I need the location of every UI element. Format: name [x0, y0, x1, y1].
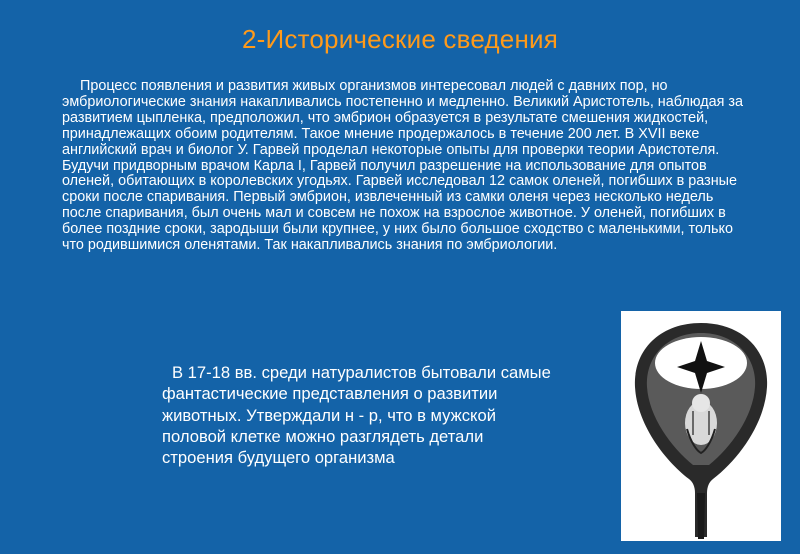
slide-title: 2-Исторические сведения [241, 24, 559, 54]
main-paragraph: Процесс появления и развития живых организмов интересовал людей с давних пор, но эмбриологические знания накапливались постепенно и медленно. Великий Аристотель, наблюдая за развитием цыпленка, предположил, что эмбрион образуется в результате смешения жидкостей, принадлежащих обоим родителям. Такое мнение продержалось в течение 200 лет. В XVII веке английский врач и биолог У. Гарвей проделал некоторые опыты для проверки теории Аристотеля. Будучи придворным врачом Карла I, Гарвей получил разрешение на использование для опытов оленей, обитающих в королевских угодьях. Гарвей исследовал 12 самок оленей, погибших в разные сроки после спаривания. Первый эмбрион, извлеченный из самки оленя через несколько недель после спаривания, был очень мал и совсем не похож на взрослое животное. У оленей, погибших в более поздние сроки, зародыши были крупнее, у них было большое сходство с маленькими, только что родившимися оленятами. Так накапливались знания по эмбриологии. [62, 78, 744, 254]
homunculus-in-sperm-cell-icon [621, 311, 781, 541]
side-paragraph: В 17-18 вв. среди натуралистов бытовали самые фантастические представления о развитии животных. Утверждали н - р, что в мужской половой клетке можно разглядеть детали строения будущего организма [162, 363, 551, 468]
